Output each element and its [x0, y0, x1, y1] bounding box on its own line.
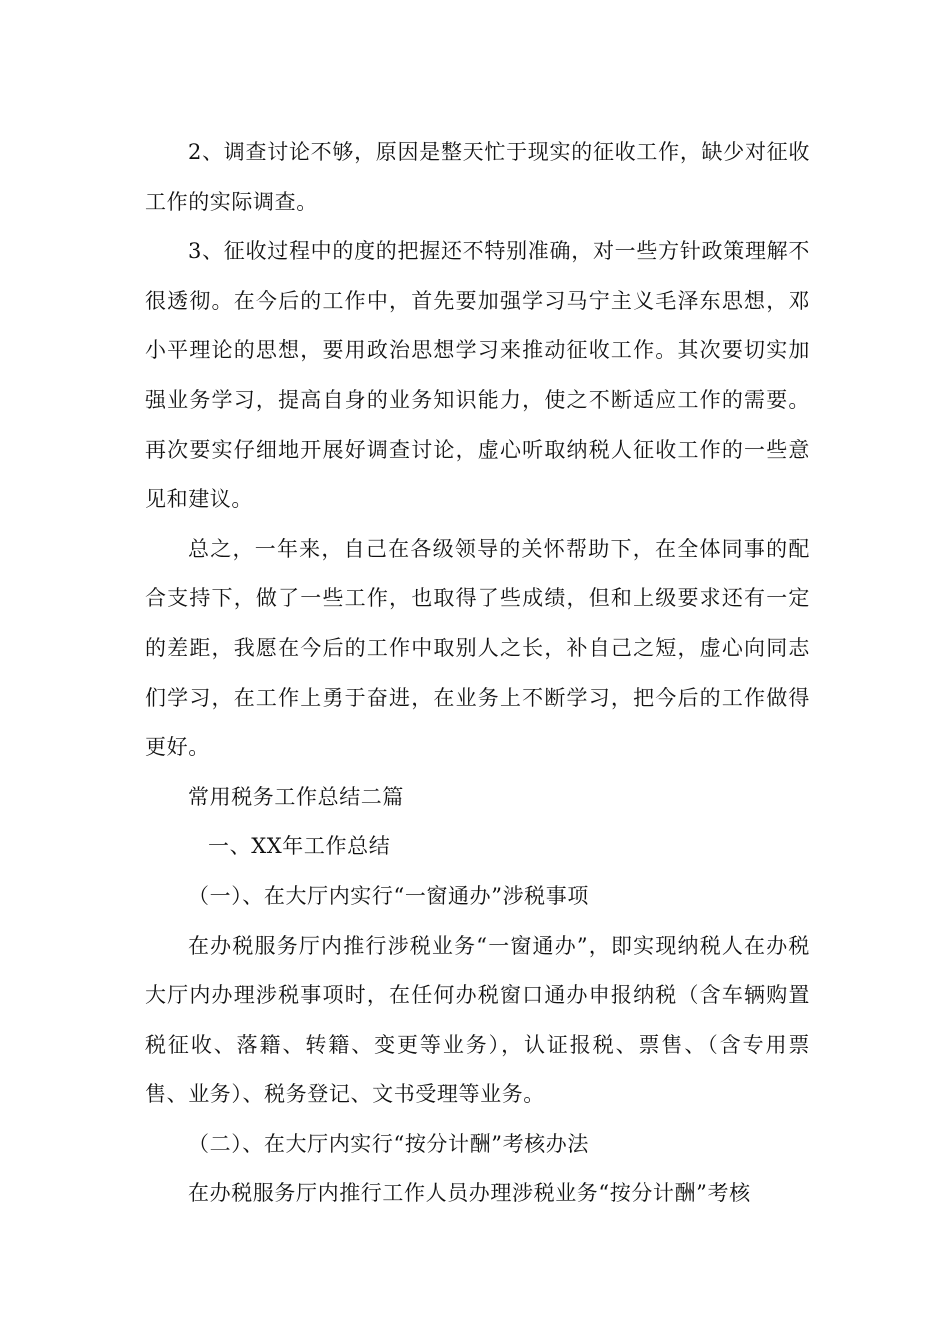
subsection-heading-2: （二）、在大厅内实行“按分计酬”考核办法 [188, 1131, 589, 1156]
section-heading-1: 一、XX年工作总结 [208, 834, 391, 859]
section-title: 常用税务工作总结二篇 [188, 784, 404, 809]
document-body [145, 128, 810, 1219]
paragraph-investigation: 2、调查讨论不够，原因是整天忙于现实的征收工作，缺少对征收工作的实际调查。 [145, 140, 810, 214]
paragraph-collection-process: 3、征收过程中的度的把握还不特别准确，对一些方针政策理解不很透彻。在今后的工作中，首先要加强学习马宁主义毛泽东思想，邓小平理论的思想，要用政治思想学习来推动征收工作。其次要切实加强业务学习，提高自身的业务知识能力，使之不断适应工作的需要。再次要实仔细地开展好调查讨论，虚心听取纳税人征收工作的一些意见和建议。 [145, 239, 810, 512]
paragraph-one-window: 在办税服务厅内推行涉税业务“一窗通办”，即实现纳税人在办税大厅内办理涉税事项时，在任何办税窗口通办申报纳税（含车辆购置税征收、落籍、转籍、变更等业务），认证报税、票售、（含专用票售、业务）、税务登记、文书受理等业务。 [145, 933, 810, 1107]
subsection-heading-1: （一）、在大厅内实行“一窗通办”涉税事项 [188, 883, 589, 908]
paragraph-summary: 总之，一年来，自己在各级领导的关怀帮助下，在全体同事的配合支持下，做了一些工作，也取得了些成绩，但和上级要求还有一定的差距，我愿在今后的工作中取别人之长，补自己之短，虚心向同志们学习，在工作上勇于奋进，在业务上不断学习，把今后的工作做得更好。 [145, 536, 810, 760]
paragraph-points-assessment: 在办税服务厅内推行工作人员办理涉税业务“按分计酬”考核 [188, 1181, 751, 1206]
